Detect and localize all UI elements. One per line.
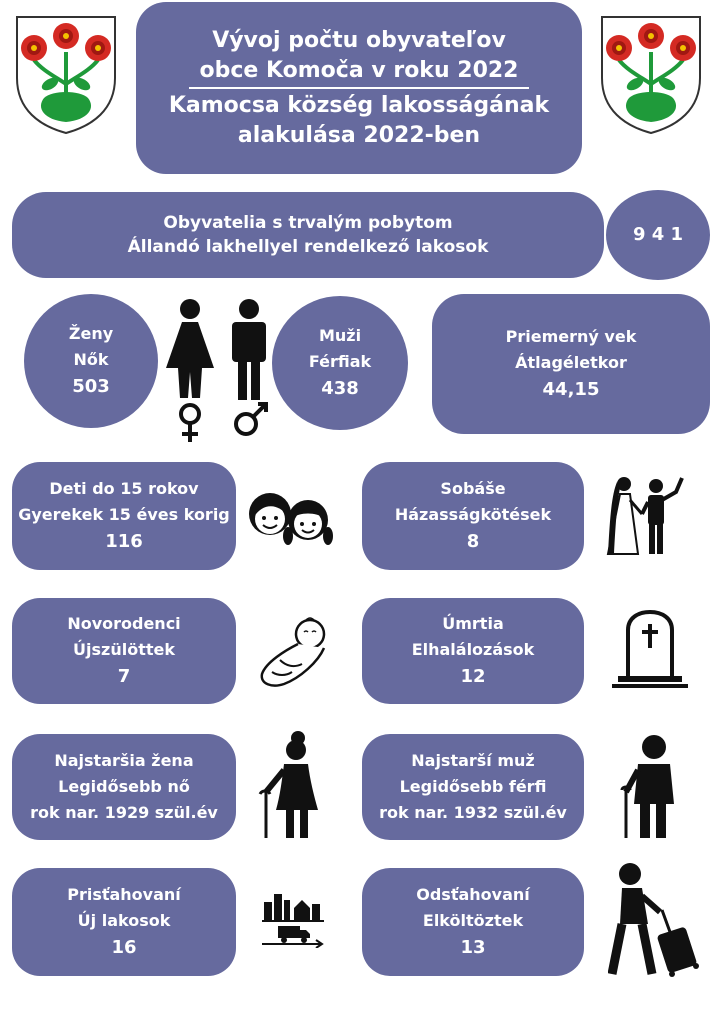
elderly-woman-icon	[252, 730, 336, 840]
residents-box	[12, 192, 604, 278]
moved-out-label-hu: Elköltöztek	[422, 911, 524, 930]
men-label-hu: Férfiak	[308, 352, 372, 371]
oldest-man-label-hu: Legidősebb férfi	[399, 777, 547, 796]
residents-label-sk: Obyvatelia s trvalým pobytom	[163, 213, 453, 233]
women-circle	[24, 294, 158, 428]
oldest-man-value: rok nar. 1932 szül.év	[379, 803, 567, 822]
relocation-truck-icon	[260, 888, 326, 948]
moved-in-label-sk: Prisťahovaní	[67, 885, 181, 904]
marriages-label-hu: Házasságkötések	[394, 505, 552, 524]
moved-out-label-sk: Odsťahovaní	[416, 885, 530, 904]
children-value: 116	[105, 531, 143, 552]
children-label-sk: Deti do 15 rokov	[49, 479, 199, 498]
title-sk-line-2: obce Komoča v roku 2022	[199, 57, 519, 83]
deaths-label-hu: Elhalálozások	[411, 640, 535, 659]
woman-female-symbol-icon	[162, 298, 218, 446]
deaths-box	[362, 598, 584, 704]
wedding-couple-icon	[604, 474, 692, 558]
elderly-man-icon	[614, 734, 696, 840]
children-faces-icon	[244, 486, 336, 548]
oldest-man-box	[362, 734, 584, 840]
title-sk-line-1: Vývoj počtu obyvateľov	[212, 27, 506, 53]
oldest-man-label-sk: Najstarší muž	[411, 751, 535, 770]
women-label-sk: Ženy	[68, 324, 114, 343]
oldest-woman-label-hu: Legidősebb nő	[58, 777, 190, 796]
title-box	[136, 2, 582, 174]
children-label-hu: Gyerekek 15 éves korig	[18, 505, 230, 524]
gravestone-cross-icon	[606, 604, 694, 690]
average-age-box	[432, 294, 710, 434]
men-label-sk: Muži	[318, 326, 362, 345]
newborns-label-sk: Novorodenci	[67, 614, 181, 633]
moved-in-label-hu: Új lakosok	[77, 911, 171, 930]
average-age-label-sk: Priemerný vek	[505, 327, 637, 346]
marriages-box	[362, 462, 584, 570]
oldest-woman-box	[12, 734, 236, 840]
women-value: 503	[72, 376, 110, 397]
residents-total: 9 4 1	[632, 224, 684, 245]
coat-of-arms-left-icon	[14, 14, 118, 136]
title-divider	[189, 87, 529, 89]
title-hu-line-1: Kamocsa község lakosságának	[168, 92, 550, 118]
deaths-label-sk: Úmrtia	[442, 614, 504, 633]
newborns-value: 7	[117, 666, 131, 687]
average-age-label-hu: Átlagéletkor	[515, 353, 627, 372]
residents-total-circle	[606, 190, 710, 280]
marriages-value: 8	[466, 531, 480, 552]
men-value: 438	[321, 378, 359, 399]
moved-in-value: 16	[111, 937, 137, 958]
average-age-value: 44,15	[542, 379, 600, 400]
moved-out-box	[362, 868, 584, 976]
oldest-woman-value: rok nar. 1929 szül.év	[30, 803, 218, 822]
children-box	[12, 462, 236, 570]
moved-out-value: 13	[460, 937, 486, 958]
moved-in-box	[12, 868, 236, 976]
man-male-symbol-icon	[222, 298, 278, 446]
marriages-label-sk: Sobáše	[440, 479, 506, 498]
newborns-label-hu: Újszülöttek	[73, 640, 175, 659]
women-label-hu: Nők	[73, 350, 109, 369]
men-circle	[272, 296, 408, 430]
newborns-box	[12, 598, 236, 704]
oldest-woman-label-sk: Najstaršia žena	[54, 751, 194, 770]
deaths-value: 12	[460, 666, 486, 687]
title-hu-line-2: alakulása 2022-ben	[237, 122, 481, 148]
coat-of-arms-right-icon	[599, 14, 703, 136]
newborn-baby-icon	[256, 610, 336, 692]
traveler-suitcase-icon	[608, 862, 704, 980]
residents-label-hu: Állandó lakhellyel rendelkező lakosok	[127, 237, 489, 257]
